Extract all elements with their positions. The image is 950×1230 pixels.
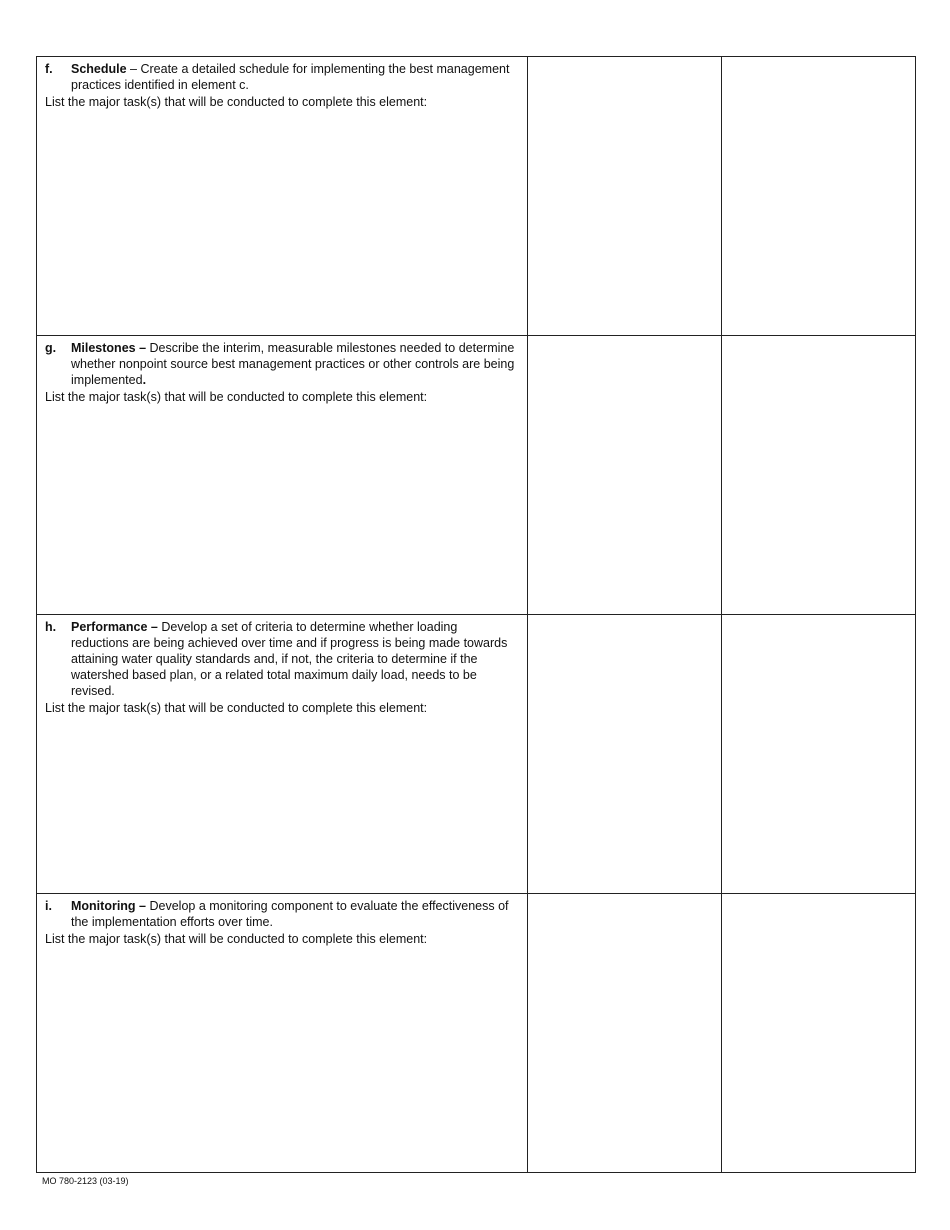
element-text xyxy=(71,340,519,388)
entry-cell-2[interactable] xyxy=(722,57,916,336)
element-description-cell xyxy=(37,894,528,1173)
element-description-cell xyxy=(37,57,528,336)
entry-cell-1[interactable] xyxy=(528,894,722,1173)
element-title: Schedule xyxy=(71,62,127,76)
element-desc: Develop a monitoring component to evaluate the effectiveness of the implementation efforts over time. xyxy=(71,899,509,929)
element-row xyxy=(37,336,916,615)
entry-cell-2[interactable] xyxy=(722,615,916,894)
entry-cell-1[interactable] xyxy=(528,336,722,615)
element-desc: Describe the interim, measurable milestones needed to determine whether nonpoint source best management practices or other controls are being implemented xyxy=(71,341,515,387)
task-prompt: List the major task(s) that will be conducted to complete this element: xyxy=(45,95,428,109)
form-number: MO 780-2123 (03-19) xyxy=(42,1176,129,1186)
element-desc: Develop a set of criteria to determine whether loading reductions are being achieved over time and if progress is being made towards attaining water quality standards and, if not, the criteria to determine if the watershed based plan, or a related total maximum daily load, needs to be revised. xyxy=(71,620,508,698)
entry-cell-2[interactable] xyxy=(722,894,916,1173)
task-prompt: List the major task(s) that will be conducted to complete this element: xyxy=(45,932,428,946)
element-letter: f. xyxy=(45,62,53,76)
plan-elements-table xyxy=(36,56,916,1173)
entry-cell-1[interactable] xyxy=(528,57,722,336)
element-row xyxy=(37,894,916,1173)
element-sep: – xyxy=(126,62,141,76)
element-letter: h. xyxy=(45,620,57,634)
element-bold-suffix: . xyxy=(142,373,147,387)
entry-cell-1[interactable] xyxy=(528,615,722,894)
element-text xyxy=(71,898,519,930)
element-text xyxy=(71,61,519,93)
task-prompt: List the major task(s) that will be conducted to complete this element: xyxy=(45,701,428,715)
element-desc: Create a detailed schedule for implementing the best management practices identified in element c. xyxy=(71,62,510,92)
element-text xyxy=(71,619,519,699)
element-title: Monitoring – xyxy=(71,899,146,913)
element-description-cell xyxy=(37,336,528,615)
entry-cell-2[interactable] xyxy=(722,336,916,615)
element-description-cell xyxy=(37,615,528,894)
task-prompt: List the major task(s) that will be conducted to complete this element: xyxy=(45,390,428,404)
element-row xyxy=(37,57,916,336)
element-title: Performance – xyxy=(71,620,158,634)
element-letter: g. xyxy=(45,341,57,355)
element-title: Milestones – xyxy=(71,341,147,355)
element-letter: i. xyxy=(45,899,52,913)
element-row xyxy=(37,615,916,894)
